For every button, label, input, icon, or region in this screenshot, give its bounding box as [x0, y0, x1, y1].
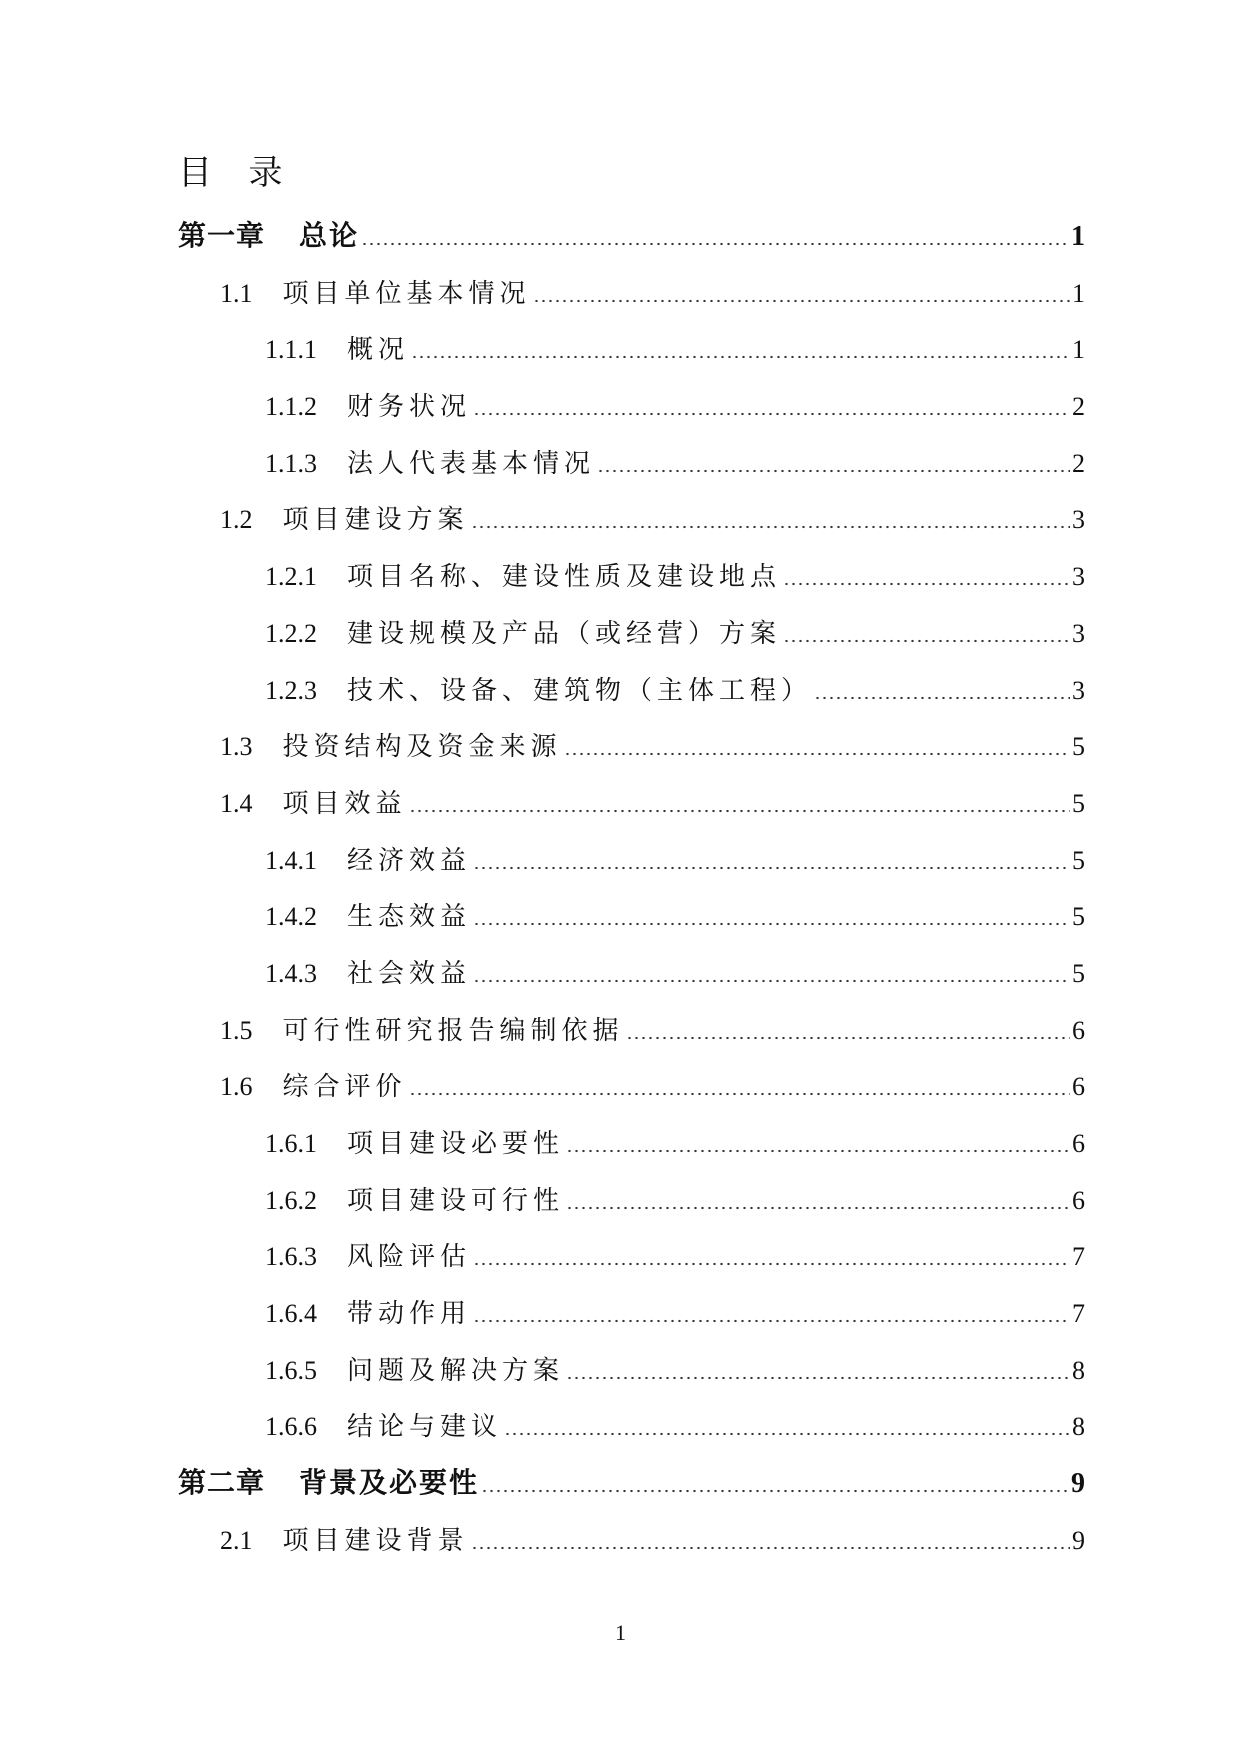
dot-leader	[409, 1072, 1070, 1096]
toc-entry-page: 2	[1072, 392, 1085, 422]
toc-entry-number: 1.6.4	[265, 1299, 317, 1329]
toc-entry[interactable]	[178, 505, 1085, 562]
toc-entry[interactable]	[178, 846, 1085, 903]
dot-leader	[411, 335, 1070, 359]
dot-leader	[566, 1129, 1070, 1153]
toc-entry-number: 1.6.1	[265, 1129, 317, 1158]
toc-entry[interactable]	[178, 1469, 1085, 1526]
table-of-contents	[178, 222, 1085, 1583]
toc-entry-title: 经济效益	[347, 845, 472, 875]
toc-entry-page: 1	[1071, 221, 1085, 252]
toc-entry-page: 5	[1072, 958, 1085, 988]
toc-entry-title: 项目建设可行性	[347, 1185, 565, 1215]
toc-entry-page: 6	[1072, 1185, 1085, 1215]
toc-entry-page: 7	[1072, 1242, 1085, 1272]
toc-entry-title: 财务状况	[347, 392, 472, 422]
dot-leader	[361, 222, 1069, 246]
toc-entry-page: 2	[1072, 448, 1085, 478]
toc-entry-page: 3	[1072, 675, 1085, 705]
toc-entry-title: 社会效益	[347, 958, 472, 988]
toc-entry-title: 技术、设备、建筑物（主体工程）	[347, 675, 813, 705]
toc-entry-number: 2.1	[220, 1525, 253, 1555]
dot-leader	[473, 902, 1070, 926]
toc-entry-page: 7	[1072, 1299, 1085, 1329]
toc-entry[interactable]	[178, 392, 1085, 449]
toc-entry[interactable]	[178, 789, 1085, 846]
toc-entry-title: 带动作用	[347, 1299, 472, 1329]
toc-entry-number: 1.1.2	[265, 392, 317, 422]
toc-entry-title: 问题及解决方案	[347, 1355, 565, 1385]
dot-leader	[409, 789, 1070, 813]
toc-entry-title: 项目单位基本情况	[282, 278, 531, 308]
toc-entry[interactable]	[178, 1186, 1085, 1243]
toc-entry-page: 1	[1072, 335, 1085, 365]
toc-entry[interactable]	[178, 1242, 1085, 1299]
toc-entry-number: 1.2.2	[265, 618, 317, 648]
toc-entry-number: 1.6.2	[265, 1185, 317, 1215]
toc-entry-page: 5	[1072, 732, 1085, 762]
dot-leader	[566, 1356, 1070, 1380]
toc-entry-number: 1.1.1	[265, 335, 317, 365]
toc-entry[interactable]	[178, 1526, 1085, 1583]
toc-entry-page: 9	[1072, 1525, 1085, 1555]
toc-entry[interactable]	[178, 1356, 1085, 1413]
dot-leader	[814, 676, 1070, 700]
toc-entry-title: 项目效益	[282, 788, 407, 818]
toc-entry-title: 风险评估	[347, 1242, 472, 1272]
dot-leader	[473, 392, 1070, 416]
toc-entry-title: 概况	[347, 335, 410, 365]
toc-entry-number: 1.2	[220, 505, 253, 535]
toc-entry-number: 1.1.3	[265, 448, 317, 478]
toc-entry[interactable]	[178, 676, 1085, 733]
dot-leader	[473, 1299, 1070, 1323]
toc-entry[interactable]	[178, 335, 1085, 392]
toc-entry-title: 生态效益	[347, 902, 472, 932]
toc-entry-number: 1.1	[220, 278, 253, 308]
dot-leader	[471, 505, 1070, 529]
toc-entry-number: 1.4.1	[265, 845, 317, 875]
toc-title: 目 录	[178, 155, 297, 192]
toc-entry-number: 1.4.2	[265, 902, 317, 932]
toc-entry-page: 3	[1072, 505, 1085, 535]
toc-entry-number: 1.6	[220, 1072, 253, 1102]
toc-entry[interactable]	[178, 1299, 1085, 1356]
toc-entry-title: 建设规模及产品（或经营）方案	[347, 618, 782, 648]
toc-entry[interactable]	[178, 1129, 1085, 1186]
toc-entry-page: 8	[1072, 1412, 1085, 1442]
toc-entry-page: 1	[1072, 278, 1085, 308]
toc-entry-page: 9	[1071, 1468, 1085, 1500]
toc-entry-page: 5	[1072, 788, 1085, 818]
toc-entry-title: 总论	[299, 221, 360, 252]
dot-leader	[471, 1526, 1070, 1550]
toc-entry-number: 1.2.3	[265, 675, 317, 705]
toc-entry-number: 1.6.6	[265, 1412, 317, 1442]
toc-entry-title: 背景及必要性	[299, 1468, 480, 1500]
dot-leader	[473, 1242, 1070, 1266]
toc-entry-page: 6	[1072, 1015, 1085, 1045]
toc-entry[interactable]	[178, 619, 1085, 676]
toc-entry-number: 第一章	[178, 221, 266, 252]
dot-leader	[533, 279, 1070, 303]
toc-entry-title: 可行性研究报告编制依据	[282, 1015, 624, 1045]
toc-entry-number: 1.5	[220, 1015, 253, 1045]
toc-entry[interactable]	[178, 959, 1085, 1016]
toc-entry-title: 项目建设背景	[282, 1525, 469, 1555]
toc-entry-title: 项目名称、建设性质及建设地点	[347, 562, 782, 592]
toc-entry-page: 6	[1072, 1129, 1085, 1158]
toc-entry[interactable]	[178, 1016, 1085, 1073]
toc-entry-number: 1.4.3	[265, 958, 317, 988]
toc-entry-title: 项目建设必要性	[347, 1129, 565, 1158]
toc-entry-number: 1.6.3	[265, 1242, 317, 1272]
dot-leader	[626, 1016, 1070, 1040]
toc-entry-page: 8	[1072, 1355, 1085, 1385]
dot-leader	[566, 1186, 1070, 1210]
toc-entry[interactable]	[178, 902, 1085, 959]
toc-entry-title: 综合评价	[282, 1072, 407, 1102]
dot-leader	[473, 959, 1070, 983]
toc-entry[interactable]	[178, 1072, 1085, 1129]
dot-leader	[481, 1469, 1069, 1493]
dot-leader	[783, 619, 1070, 643]
toc-entry-page: 3	[1072, 618, 1085, 648]
toc-entry-number: 1.4	[220, 788, 253, 818]
toc-entry-page: 5	[1072, 902, 1085, 932]
toc-entry-number: 1.3	[220, 732, 253, 762]
toc-entry-title: 项目建设方案	[282, 505, 469, 535]
toc-entry[interactable]	[178, 222, 1085, 279]
dot-leader	[473, 846, 1070, 870]
toc-entry-title: 法人代表基本情况	[347, 448, 596, 478]
toc-entry[interactable]	[178, 449, 1085, 506]
toc-entry[interactable]	[178, 562, 1085, 619]
toc-entry-page: 5	[1072, 845, 1085, 875]
toc-entry-title: 投资结构及资金来源	[282, 732, 562, 762]
toc-entry-number: 1.6.5	[265, 1355, 317, 1385]
dot-leader	[564, 732, 1070, 756]
toc-entry-page: 3	[1072, 562, 1085, 592]
toc-entry[interactable]	[178, 1412, 1085, 1469]
toc-entry[interactable]	[178, 279, 1085, 336]
toc-entry-title: 结论与建议	[347, 1412, 503, 1442]
dot-leader	[783, 562, 1070, 586]
dot-leader	[504, 1412, 1070, 1436]
toc-entry-page: 6	[1072, 1072, 1085, 1102]
toc-entry-number: 第二章	[178, 1468, 266, 1500]
page-number: 1	[615, 1620, 626, 1645]
dot-leader	[597, 449, 1070, 473]
toc-entry[interactable]	[178, 732, 1085, 789]
toc-entry-number: 1.2.1	[265, 562, 317, 592]
